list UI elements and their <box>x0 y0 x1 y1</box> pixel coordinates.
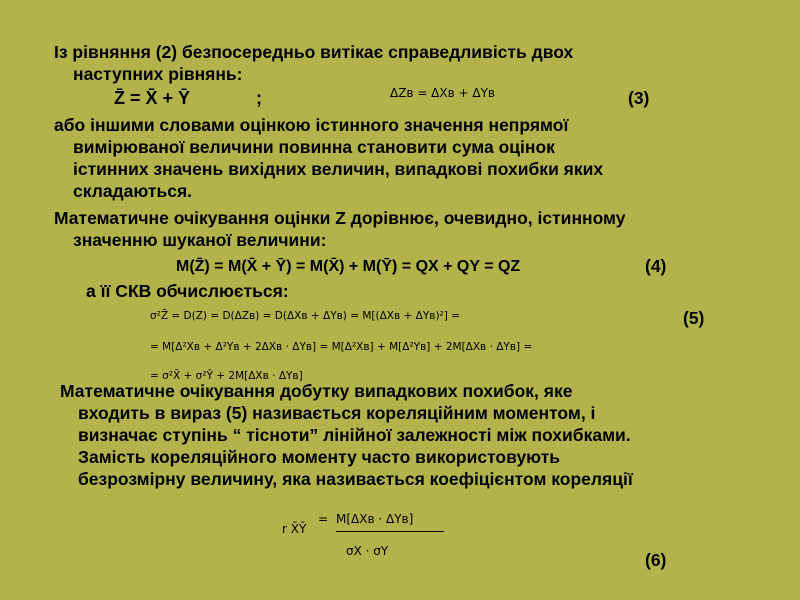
paragraph-2-line-4: складаються. <box>73 181 193 201</box>
equation-5-line-1: σ²Z̄ = D(Z) = D(ΔZв) = D(ΔXв + ΔYв) = M[(ΔXв + ΔYв)²] = <box>150 310 460 322</box>
paragraph-1-line-1: Із рівняння (2) безпосередньо витікає справедливість двох <box>54 42 574 62</box>
paragraph-5-line-3: визначає ступінь “ тісноти” лінійної залежності між похибками. <box>78 425 631 445</box>
paragraph-3-line-1: Математичне очікування оцінки Z дорівнює, очевидно, істинному <box>54 208 626 228</box>
paragraph-5-line-2: входить в вираз (5) називається кореляційним моментом, і <box>78 403 596 423</box>
equation-3-left: Z̄ = X̄ + Ȳ <box>114 88 191 108</box>
paragraph-5-line-1: Математичне очікування добутку випадкових похибок, яке <box>60 381 573 401</box>
equation-5-line-3: = σ²X̄ + σ²Ȳ + 2M[ΔXв · ΔYв] <box>150 370 303 382</box>
equation-6-number: (6) <box>645 550 667 570</box>
paragraph-5-line-4: Замість кореляційного моменту часто використовують <box>78 447 561 467</box>
equation-4-number: (4) <box>645 256 667 276</box>
equation-6-denominator: σX · σY <box>346 544 389 558</box>
equation-3-right: ΔZв = ΔXв + ΔYв <box>390 86 495 100</box>
paragraph-1-line-2: наступних рівнянь: <box>73 64 243 84</box>
paragraph-5-line-5: безрозмірну величину, яка називається коефіцієнтом кореляції <box>78 469 633 489</box>
equation-5-line-2: = M[Δ²Xв + Δ²Yв + 2ΔXв · ΔYв] = M[Δ²Xв] + M[Δ²Yв] + 2M[ΔXв · ΔYв] = <box>150 341 533 353</box>
equation-3-number: (3) <box>628 88 650 108</box>
equation-6-numerator: M[ΔXв · ΔYв] <box>336 512 414 526</box>
paragraph-3-line-2: значенню шуканої величини: <box>73 230 327 250</box>
paragraph-2-line-3: істинних значень вихідних величин, випадкові похибки яких <box>73 159 604 179</box>
equation-4: M(Z̄) = M(X̄ + Ȳ) = M(X̄) + M(Ȳ) = QX + QY = QZ <box>176 258 521 275</box>
equation-6-fraction-bar <box>336 531 444 532</box>
equation-6-equals: = <box>318 512 329 526</box>
paragraph-2-line-1: або іншими словами оцінкою істинного значення непрямої <box>54 115 569 135</box>
equation-3-semicolon: ; <box>256 88 262 108</box>
equation-5-number: (5) <box>683 308 705 328</box>
paragraph-2-line-2: вимірюваної величини повинна становити сума оцінок <box>73 137 555 157</box>
equation-6-lhs: r X̄Ȳ <box>282 522 307 536</box>
paragraph-4: а її СКВ обчислюється: <box>86 281 289 301</box>
